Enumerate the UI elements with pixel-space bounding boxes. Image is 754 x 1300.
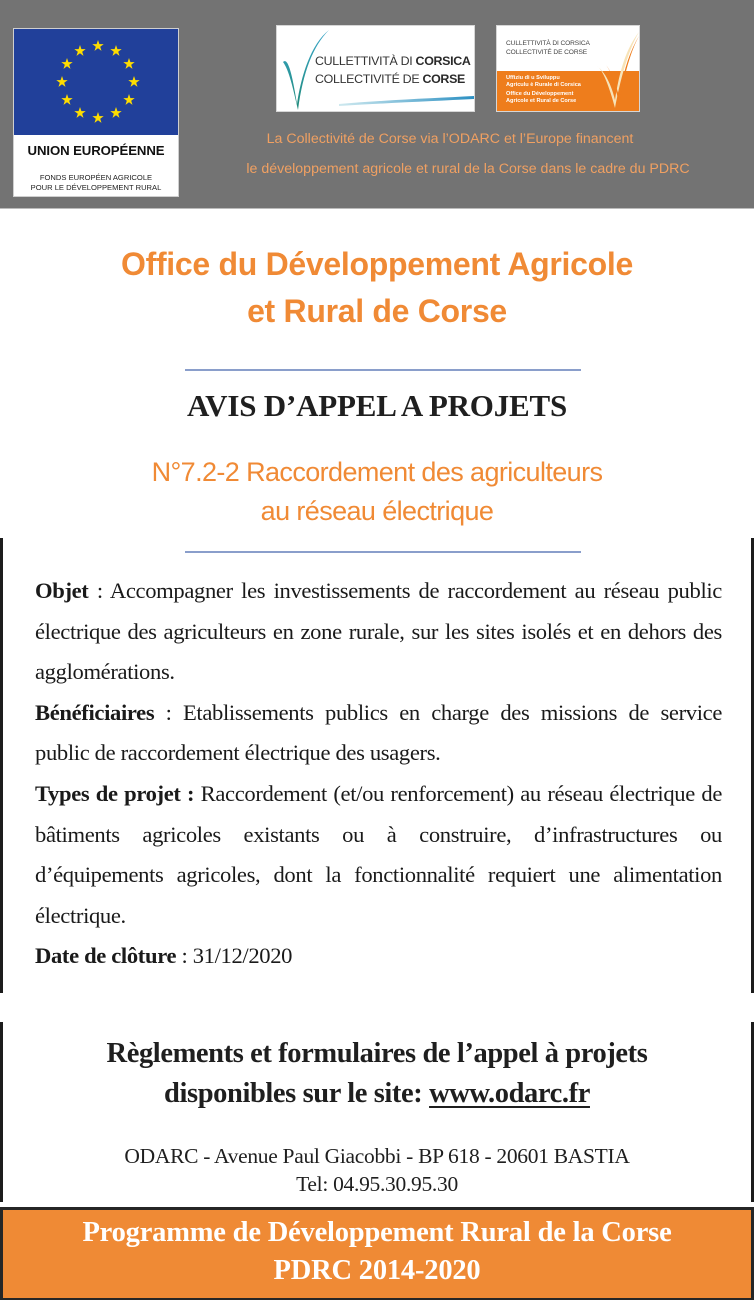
program-name: Programme de Développement Rural de la Corse <box>82 1217 672 1248</box>
types-paragraph <box>35 774 722 936</box>
eu-logo-subtitle-line2: POUR LE DÉVELOPPEMENT RURAL <box>30 183 162 192</box>
objet-separator: : <box>88 578 110 603</box>
eu-logo-subtitle <box>14 173 178 193</box>
odarc-logo-top-line2: COLLECTIVITÉ DE CORSE <box>506 49 588 56</box>
header-band <box>0 0 754 209</box>
organization-title-line1: Office du Développement Agricole <box>121 246 633 282</box>
program-period: PDRC 2014-2020 <box>273 1255 481 1286</box>
types-text: Raccordement (et/ou renforcement) au réseau électrique de bâtiments agricoles existants ou à construire, d’infrastructures ou d’équipements agricoles, dont la fonctionnalité requiert une alimentation électrique. <box>35 780 722 928</box>
divider-top <box>185 369 581 371</box>
objet-text: Accompagner les investissements de raccordement au réseau public électrique des agriculteurs en zone rurale, sur les sites isolés et en dehors des agglomérations. <box>35 578 722 685</box>
download-notice-line1: Règlements et formulaires de l’appel à projets <box>106 1038 648 1069</box>
body-box-left-border <box>0 538 3 993</box>
beneficiaires-text: Etablissements publics en charge des missions de service public de raccordement électrique des usagers. <box>35 699 722 766</box>
collectivite-de-corse-logo <box>276 25 475 112</box>
odarc-website-link[interactable]: www.odarc.fr <box>429 1078 590 1109</box>
objet-paragraph <box>35 571 722 693</box>
phone-number: Tel: 04.95.30.95.30 <box>296 1172 458 1196</box>
types-label: Types de projet : <box>35 780 195 806</box>
odarc-checkmark-icon <box>497 26 640 112</box>
date-label: Date de clôture <box>35 943 177 969</box>
download-notice-prefix: disponibles sur le site: <box>164 1078 430 1109</box>
funding-statement-line2: le développement agricole et rural de la Corse dans le cadre du PDRC <box>246 161 690 177</box>
divider-bottom <box>185 551 581 553</box>
odarc-band-line2: Agriculu è Rurale di Corsica <box>506 82 581 88</box>
beneficiaires-separator: : <box>154 699 183 725</box>
eu-flag-icon <box>14 29 178 135</box>
organization-title <box>0 241 754 335</box>
odarc-logo <box>496 25 640 112</box>
program-banner-text <box>3 1214 751 1290</box>
date-separator: : <box>176 943 193 969</box>
funding-statement-line1: La Collectivité de Corse via l’ODARC et l’Europe financent <box>266 131 634 147</box>
checkmark-swoosh-icon <box>277 26 475 112</box>
download-notice <box>20 1034 734 1114</box>
date-paragraph <box>35 936 722 977</box>
notice-title: AVIS D’APPEL A PROJETS <box>186 388 568 423</box>
closing-date: 31/12/2020 <box>192 943 293 969</box>
contact-info <box>0 1142 754 1198</box>
cdc-logo-line1: CULLETTIVITÀ DI CORSICA <box>315 54 471 68</box>
program-banner <box>0 1207 754 1300</box>
notice-subtitle-line1: N°7.2-2 Raccordement des agriculteurs <box>151 457 603 487</box>
notice-subtitle <box>0 453 754 531</box>
postal-address: ODARC - Avenue Paul Giacobbi - BP 618 - 20601 BASTIA <box>124 1144 630 1168</box>
download-notice-line2 <box>20 1074 734 1114</box>
odarc-logo-top-line1: CULLETTIVITÀ DI CORSICA <box>506 40 590 47</box>
organization-title-line2: et Rural de Corse <box>247 293 507 329</box>
eu-logo <box>13 28 179 197</box>
notice-body <box>35 571 722 977</box>
beneficiaires-paragraph <box>35 693 722 774</box>
objet-label: Objet <box>35 578 89 603</box>
cdc-logo-line2: COLLECTIVITÉ DE CORSE <box>315 72 466 86</box>
odarc-band-line1: Uffiziu di u Sviluppu <box>506 75 560 81</box>
notice-subtitle-line2: au réseau électrique <box>260 496 494 526</box>
odarc-band-line4: Agricole et Rural de Corse <box>506 98 577 104</box>
beneficiaires-label: Bénéficiaires <box>35 699 155 725</box>
eu-logo-title: UNION EUROPÉENNE <box>27 143 165 158</box>
odarc-band-line3: Office du Développement <box>506 91 574 97</box>
eu-logo-subtitle-line1: FONDS EUROPÉEN AGRICOLE <box>39 173 153 182</box>
